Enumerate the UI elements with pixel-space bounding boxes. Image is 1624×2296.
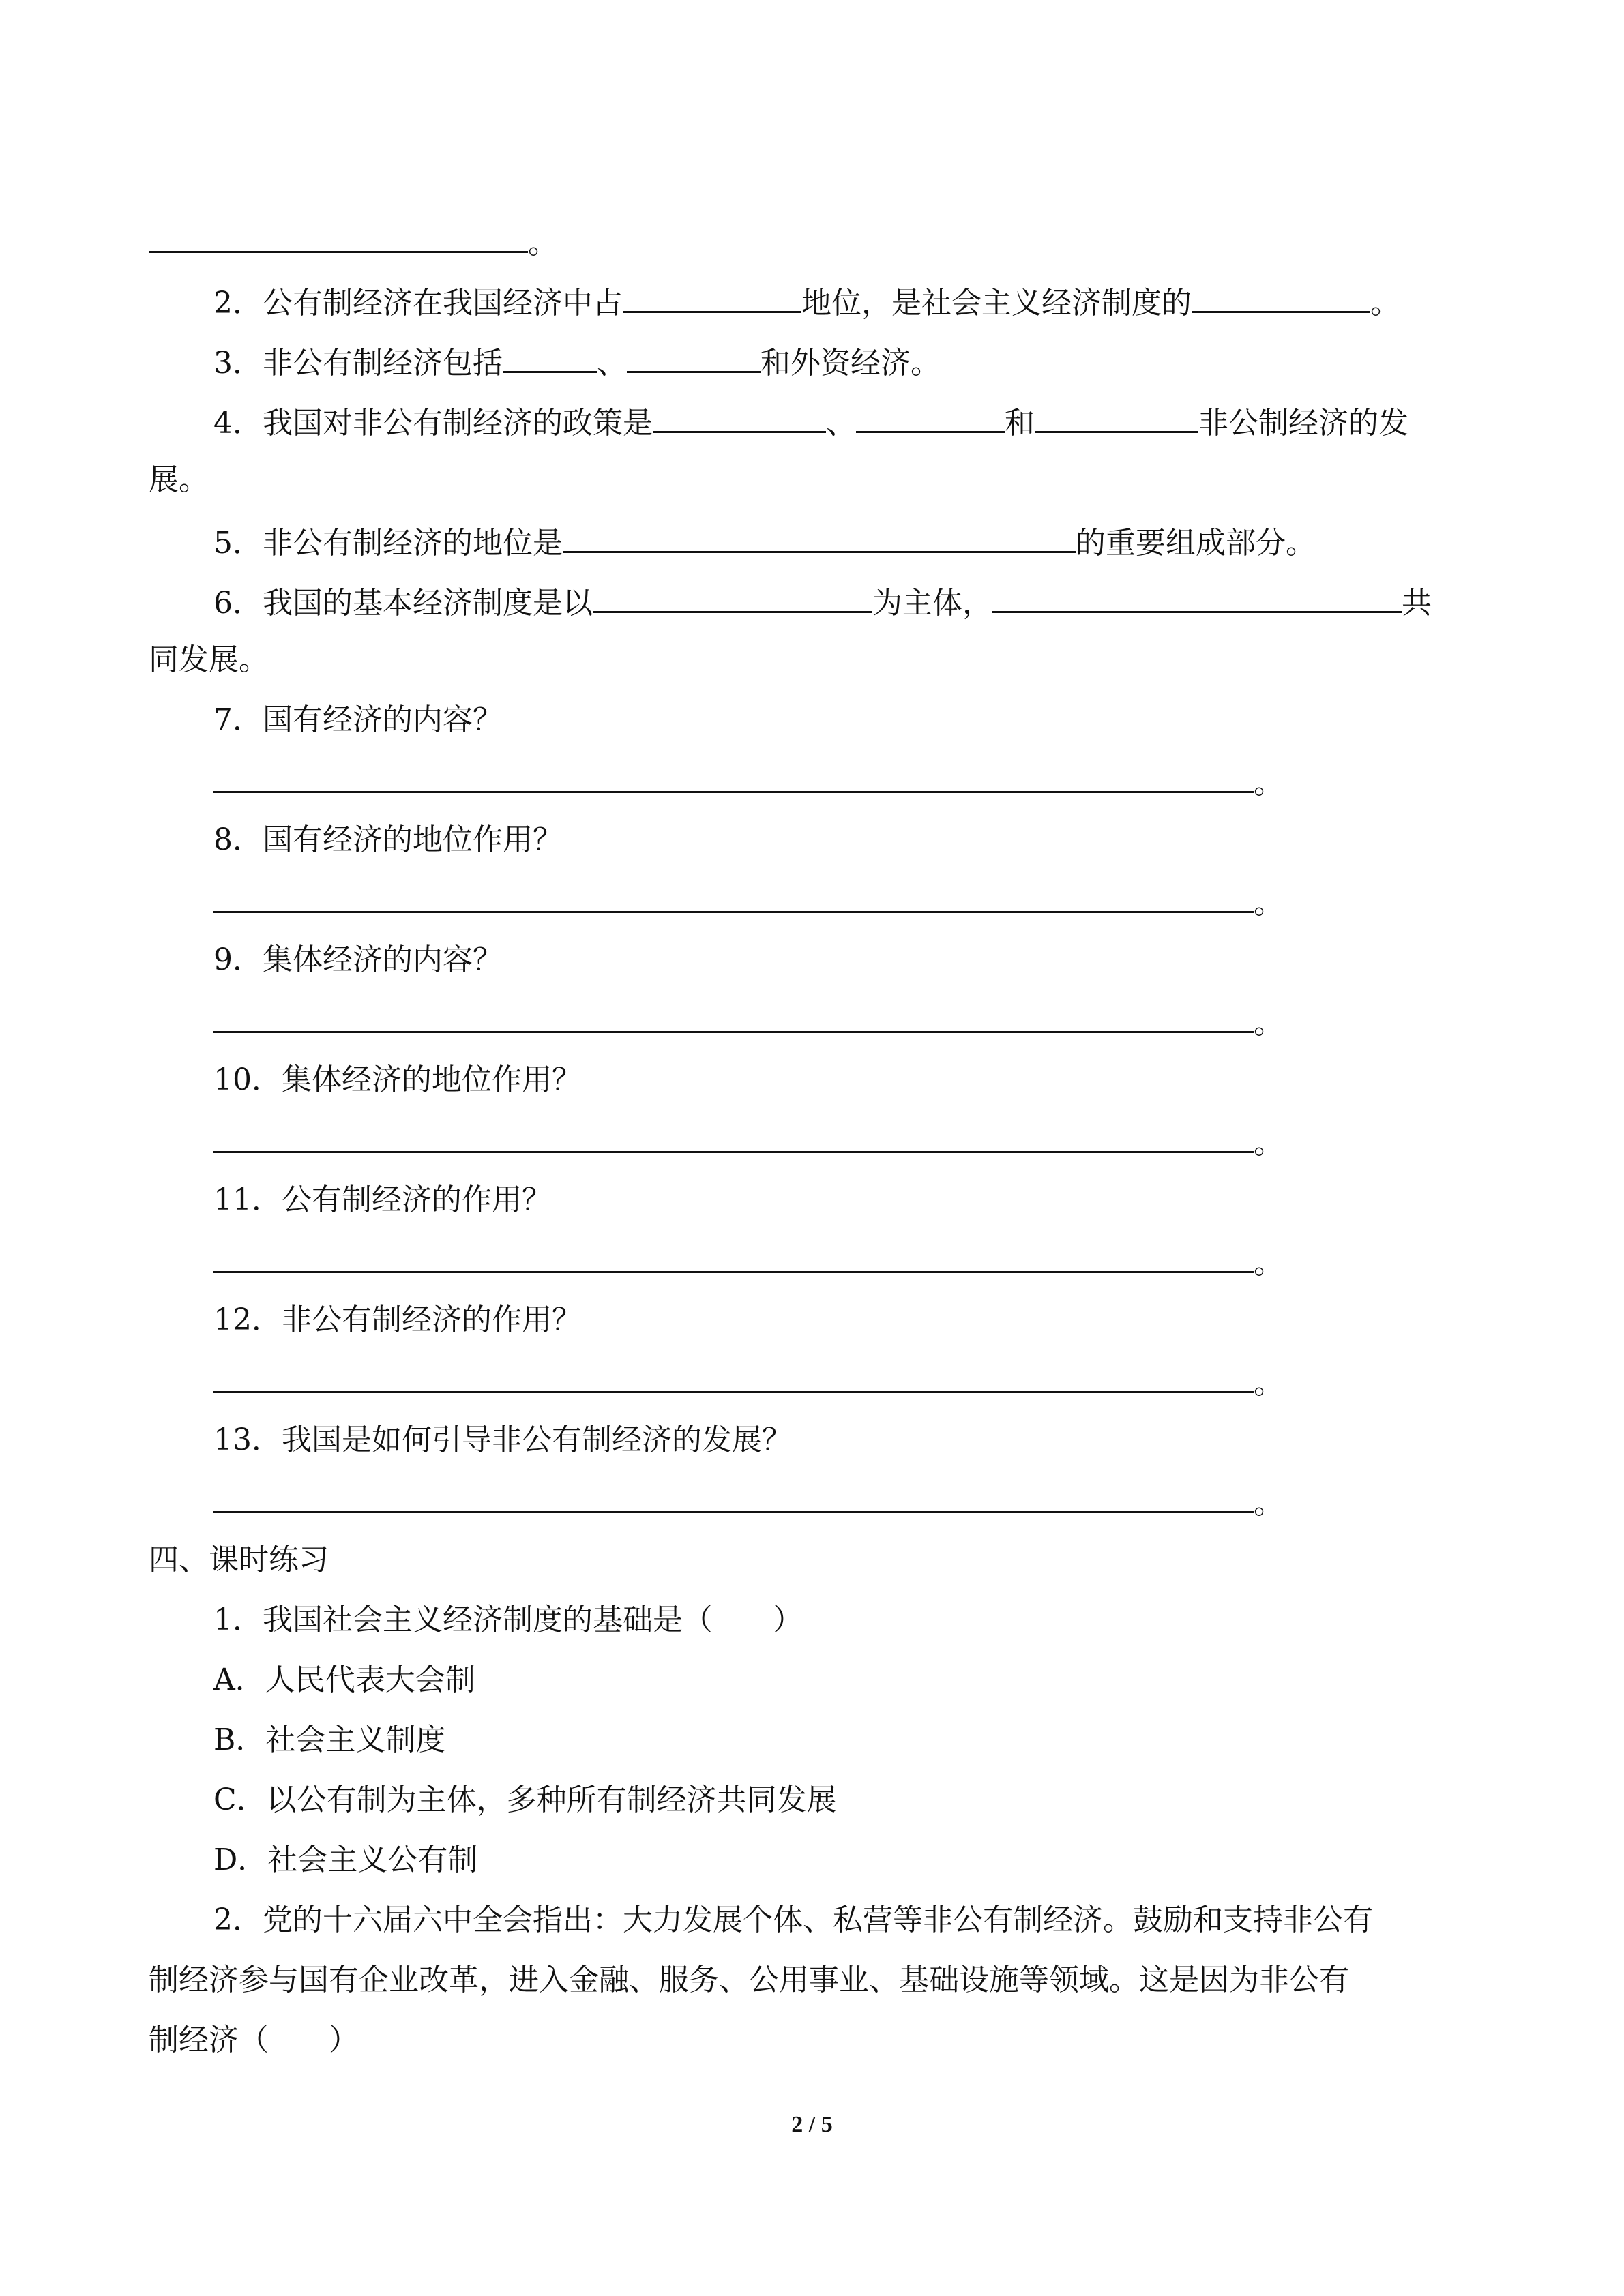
answer-blank[interactable]: [1192, 280, 1370, 313]
mc-question-2-line-1: [213, 1900, 1481, 1941]
section-title: 四、课时练习: [149, 1542, 329, 1577]
answer-line: [213, 760, 1481, 804]
answer-blank[interactable]: [856, 400, 1005, 433]
question-6: [213, 580, 1481, 624]
punctuation: 。: [528, 226, 558, 260]
question-text: 11．公有制经济的作用？: [213, 1182, 552, 1217]
answer-blank[interactable]: [992, 580, 1402, 613]
question-number: 3．: [213, 346, 263, 381]
question-4: [213, 400, 1481, 444]
question-text: 12．非公有制经济的作用？: [213, 1302, 582, 1337]
question-text: 8．国有经济的地位作用？: [213, 822, 563, 857]
option-b[interactable]: [213, 1720, 1481, 1761]
separator: 、: [826, 406, 856, 441]
question-text: 非公制经济的发: [1198, 406, 1408, 441]
question-3: [213, 340, 1481, 384]
question-text: 我国的基本经济制度是以: [263, 586, 593, 621]
question-text: 共: [1402, 586, 1432, 621]
answer-blank[interactable]: [653, 400, 826, 433]
punctuation: 。: [1254, 1246, 1284, 1281]
conjunction: 和: [1005, 406, 1035, 441]
option-a[interactable]: [213, 1660, 1481, 1701]
answer-blank[interactable]: [1035, 400, 1198, 433]
answer-blank[interactable]: [213, 760, 1254, 793]
punctuation: 。: [1254, 766, 1284, 801]
question-text: 展。: [149, 462, 209, 497]
question-number: 6．: [213, 586, 263, 621]
question-text: 和外资经济。: [761, 346, 941, 381]
answer-blank[interactable]: [503, 340, 597, 373]
answer-line: [213, 1120, 1481, 1164]
answer-line: [213, 1480, 1481, 1524]
answer-blank[interactable]: [213, 1000, 1254, 1033]
question-11: [213, 1180, 1481, 1221]
separator: 、: [597, 346, 627, 381]
answer-line: [213, 1000, 1481, 1044]
option-text: C．以公有制为主体，多种所有制经济共同发展: [213, 1783, 837, 1817]
question-text: 同发展。: [149, 642, 269, 677]
question-text: 10．集体经济的地位作用？: [213, 1062, 582, 1097]
punctuation: 。: [1254, 1486, 1284, 1521]
question-number: 2．: [213, 286, 263, 320]
question-10: [213, 1060, 1481, 1101]
answer-blank[interactable]: [563, 520, 1076, 553]
answer-blank[interactable]: [213, 1480, 1254, 1513]
option-text: D．社会主义公有制: [213, 1843, 478, 1877]
question-6-continuation: [149, 640, 1481, 681]
mc-question-2-line-3: [149, 2020, 1481, 2061]
question-text: 7．国有经济的内容？: [213, 702, 503, 737]
answer-blank[interactable]: [149, 220, 528, 253]
punctuation: 。: [1254, 1006, 1284, 1041]
question-text: 为主体，: [872, 586, 992, 621]
punctuation: 。: [1254, 1126, 1284, 1161]
question-9: [213, 940, 1481, 981]
answer-blank[interactable]: [213, 880, 1254, 913]
question-text: 公有制经济在我国经济中占: [263, 286, 623, 320]
question-7: [213, 700, 1481, 741]
question-text: 9．集体经济的内容？: [213, 942, 503, 977]
question-text: 非公有制经济包括: [263, 346, 503, 381]
option-text: B．社会主义制度: [213, 1723, 446, 1757]
question-text: 的重要组成部分。: [1076, 526, 1316, 561]
question-2: [213, 280, 1481, 324]
question-text: 我国对非公有制经济的政策是: [263, 406, 653, 441]
question-text: 地位，是社会主义经济制度的: [801, 286, 1192, 320]
section-heading: [149, 1540, 1481, 1581]
punctuation: 。: [1370, 286, 1400, 320]
question-8: [213, 820, 1481, 861]
answer-line: [213, 1360, 1481, 1404]
mc-question-1: [213, 1600, 1481, 1641]
question-text: 1．我国社会主义经济制度的基础是（ ）: [213, 1602, 803, 1637]
answer-blank[interactable]: [627, 340, 761, 373]
option-text: A．人民代表大会制: [213, 1663, 475, 1697]
option-c[interactable]: [213, 1780, 1481, 1821]
answer-blank[interactable]: [213, 1120, 1254, 1153]
question-text: 制经济（ ）: [149, 2023, 359, 2057]
question-13: [213, 1420, 1481, 1461]
question-5: [213, 520, 1481, 564]
question-number: 4．: [213, 406, 263, 441]
punctuation: 。: [1254, 886, 1284, 921]
mc-question-2-line-2: [149, 1960, 1481, 2001]
option-d[interactable]: [213, 1840, 1481, 1881]
question-text: 13．我国是如何引导非公有制经济的发展？: [213, 1422, 792, 1457]
question-text: 2．党的十六届六中全会指出：大力发展个体、私营等非公有制经济。鼓励和支持非公有: [213, 1903, 1373, 1937]
answer-blank[interactable]: [593, 580, 872, 613]
question-text: 非公有制经济的地位是: [263, 526, 563, 561]
question-12: [213, 1300, 1481, 1341]
answer-line: [213, 1240, 1481, 1284]
answer-blank[interactable]: [213, 1360, 1254, 1393]
page-number: 2 / 5: [791, 2112, 833, 2137]
continuation-line: [149, 220, 1481, 264]
question-text: 制经济参与国有企业改革，进入金融、服务、公用事业、基础设施等领域。这是因为非公有: [149, 1963, 1349, 1997]
punctuation: 。: [1254, 1366, 1284, 1401]
question-number: 5．: [213, 526, 263, 561]
answer-line: [213, 880, 1481, 924]
question-4-continuation: [149, 460, 1481, 501]
answer-blank[interactable]: [623, 280, 801, 313]
answer-blank[interactable]: [213, 1240, 1254, 1273]
